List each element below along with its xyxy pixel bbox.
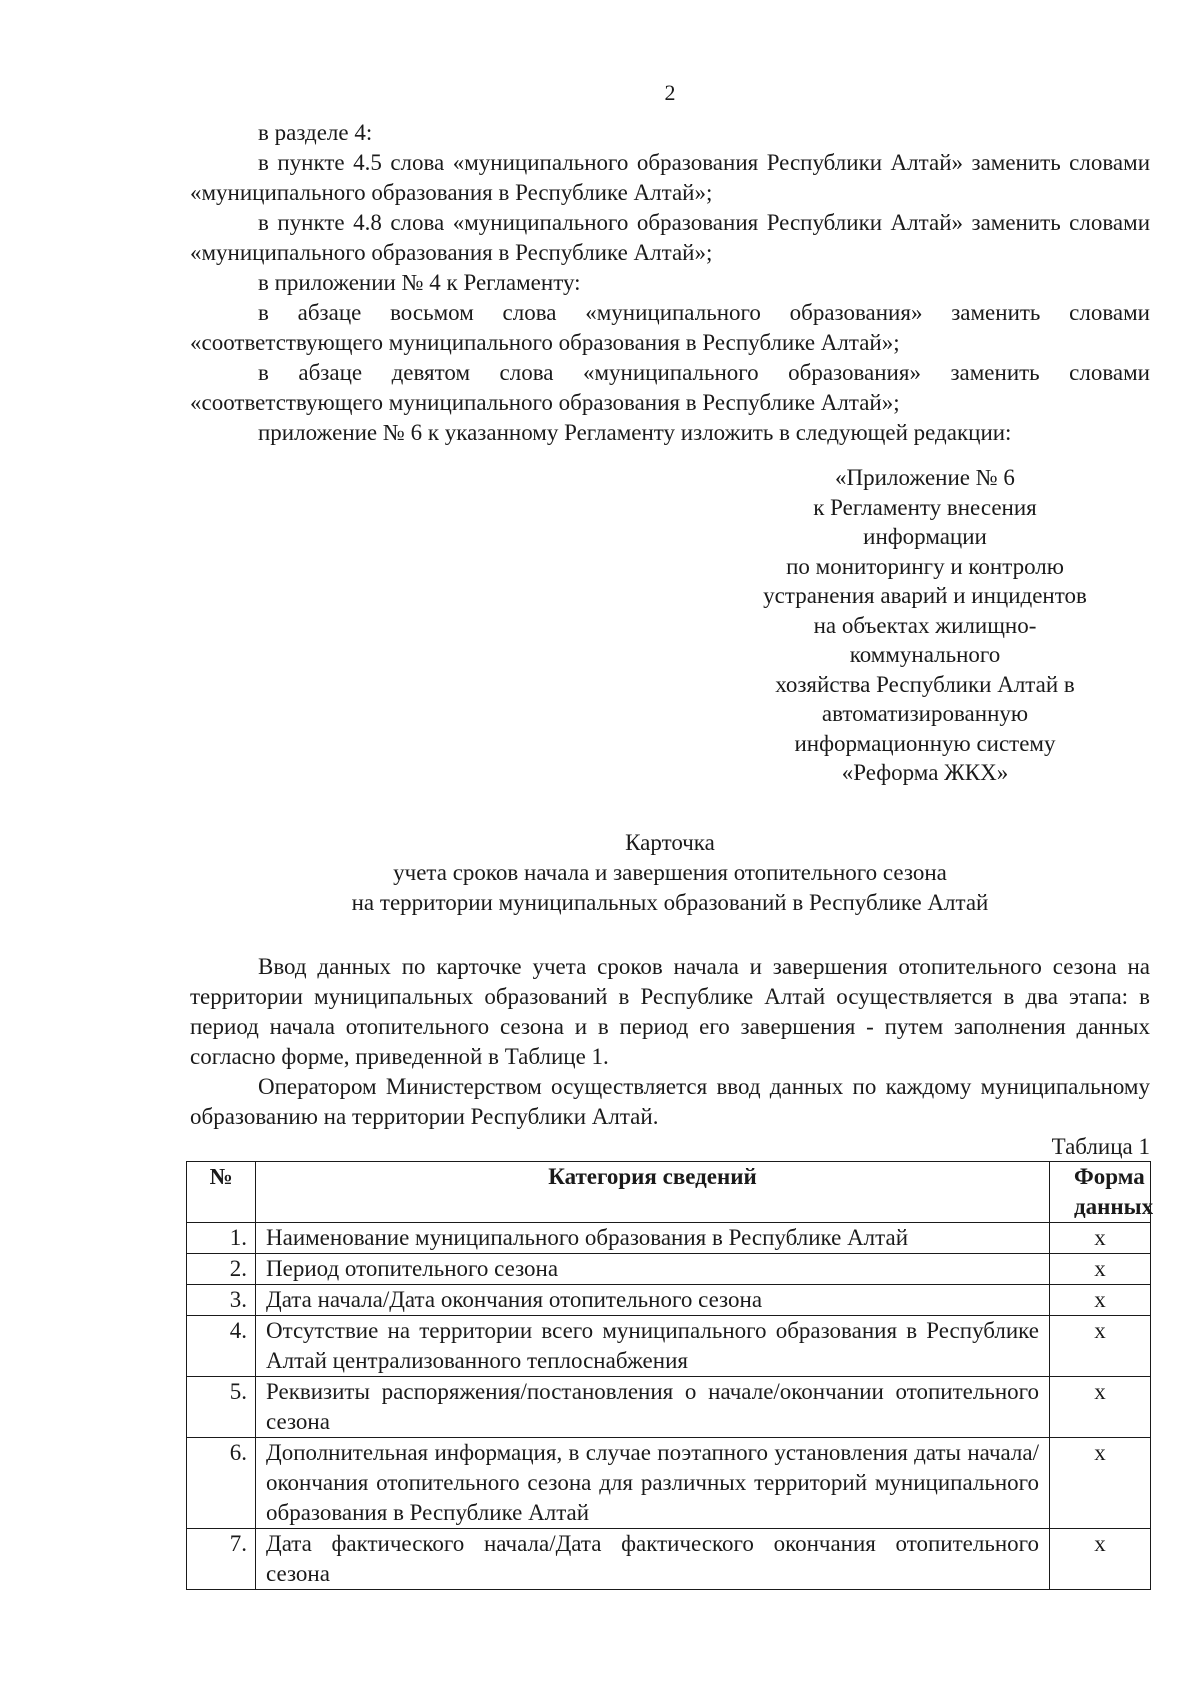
row-category: Наименование муниципального образования в Республике Алтай: [256, 1223, 1050, 1254]
appendix-line: коммунального: [849, 642, 1001, 667]
page-number: 2: [664, 80, 676, 105]
paragraph-appendix-6: приложение № 6 к указанному Регламенту изложить в следующей редакции:: [258, 420, 1012, 445]
table-row: [187, 1223, 1151, 1254]
row-category: Дополнительная информация, в случае поэтапного установления даты начала/окончания отопительного сезона для различных территорий муниципального образования в Республике Алтай: [256, 1438, 1050, 1529]
row-form: x: [1050, 1438, 1151, 1529]
row-form: x: [1050, 1316, 1151, 1377]
row-category: Реквизиты распоряжения/постановления о начале/окончании отопительного сезона: [256, 1377, 1050, 1438]
table-row: [187, 1285, 1151, 1316]
header-category: Категория сведений: [256, 1162, 1050, 1223]
appendix-line: к Регламенту внесения: [813, 494, 1037, 520]
row-form: x: [1050, 1223, 1151, 1254]
card-title: [190, 828, 1150, 918]
appendix-heading: [740, 463, 1110, 788]
table-row: [187, 1377, 1151, 1438]
body-paragraph-input: Ввод данных по карточке учета сроков начала и завершения отопительного сезона на территории муниципальных образований в Республике Алтай осуществляется в два этапа: в период начала отопительного сезона и в период его завершения - путем заполнения данных согласно форме, приведенной в Таблице 1.: [190, 954, 1150, 1069]
appendix-line: устранения аварий и инцидентов: [763, 583, 1087, 608]
row-num: 2.: [187, 1254, 256, 1285]
row-num: 4.: [187, 1316, 256, 1377]
appendix-line: информационную систему: [794, 730, 1056, 756]
row-form: x: [1050, 1285, 1151, 1316]
card-title-line: учета сроков начала и завершения отопительного сезона: [393, 860, 947, 885]
appendix-line: на объектах жилищно-: [813, 612, 1037, 638]
appendix-line: «Реформа ЖКХ»: [841, 760, 1009, 785]
paragraph-appendix-4: в приложении № 4 к Регламенту:: [258, 270, 581, 295]
appendix-line: по мониторингу и контролю: [786, 553, 1064, 579]
paragraph-item-4-5: в пункте 4.5 слова «муниципального образования Республики Алтай» заменить словами «муниципального образования в Республике Алтай»;: [190, 150, 1150, 205]
table-row: [187, 1529, 1151, 1590]
body-paragraph-operator: Оператором Министерством осуществляется ввод данных по каждому муниципальному образованию на территории Республики Алтай.: [190, 1074, 1150, 1129]
paragraph-item-4-8: в пункте 4.8 слова «муниципального образования Республики Алтай» заменить словами «муниципального образования в Республике Алтай»;: [190, 210, 1150, 265]
row-num: 5.: [187, 1377, 256, 1438]
appendix-line: «Приложение № 6: [835, 465, 1015, 490]
row-category: Период отопительного сезона: [256, 1254, 1050, 1285]
row-category: Дата начала/Дата окончания отопительного сезона: [256, 1285, 1050, 1316]
paragraph-section-4: в разделе 4:: [258, 120, 373, 145]
table-row: [187, 1316, 1151, 1377]
appendix-line: автоматизированную: [821, 701, 1029, 726]
header-num: №: [187, 1162, 256, 1223]
info-table: [186, 1161, 1154, 1590]
card-title-line: на территории муниципальных образований в Республике Алтай: [351, 890, 989, 915]
paragraph-paragraph-9: в абзаце девятом слова «муниципального образования» заменить словами «соответствующего муниципального образования в Республике Алтай»;: [190, 360, 1150, 415]
paragraph-paragraph-8: в абзаце восьмом слова «муниципального образования» заменить словами «соответствующего муниципального образования в Республике Алтай»;: [190, 300, 1150, 355]
row-form: x: [1050, 1254, 1151, 1285]
row-form: x: [1050, 1529, 1151, 1590]
row-num: 1.: [187, 1223, 256, 1254]
row-num: 7.: [187, 1529, 256, 1590]
row-category: Отсутствие на территории всего муниципального образования в Республике Алтай централизованного теплоснабжения: [256, 1316, 1050, 1377]
row-category: Дата фактического начала/Дата фактического окончания отопительного сезона: [256, 1529, 1050, 1590]
table-row: [187, 1254, 1151, 1285]
row-num: 6.: [187, 1438, 256, 1529]
row-num: 3.: [187, 1285, 256, 1316]
row-form: x: [1050, 1377, 1151, 1438]
appendix-line: хозяйства Республики Алтай в: [775, 671, 1075, 697]
card-title-line: Карточка: [625, 830, 715, 855]
table-caption: Таблица 1: [1051, 1134, 1150, 1159]
table-header-row: [187, 1162, 1151, 1223]
appendix-line: информации: [863, 524, 987, 549]
table-row: [187, 1438, 1151, 1529]
header-form: Форма данных: [1050, 1162, 1151, 1223]
